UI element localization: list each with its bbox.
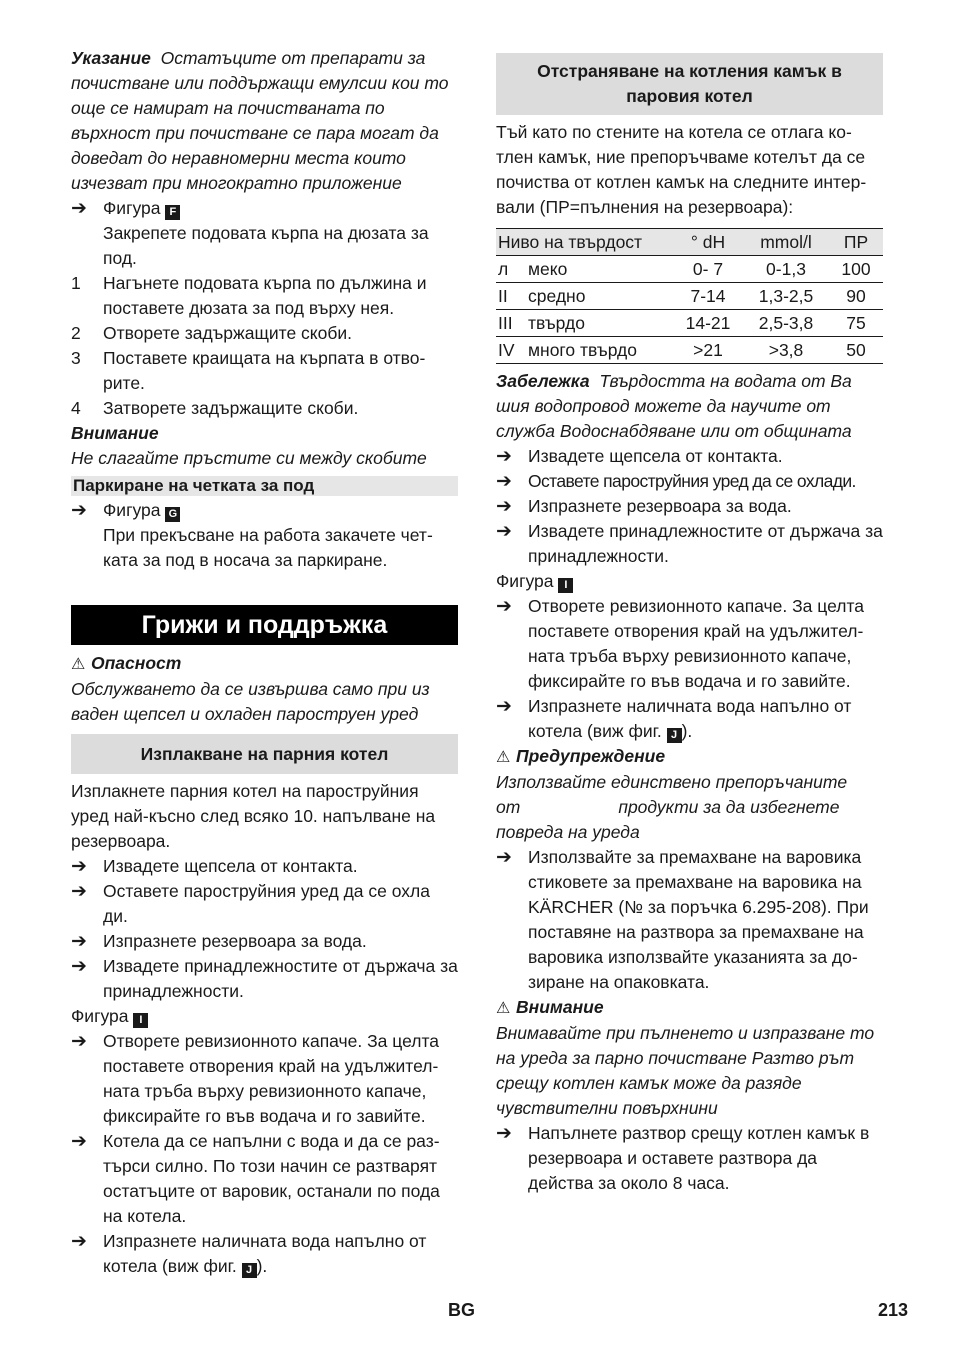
table-header-cell: Ниво на твърдост — [496, 229, 673, 256]
warning-label: Предупреждение — [516, 746, 666, 766]
flush-step — [71, 929, 458, 954]
remark-paragraph — [496, 369, 883, 444]
table-cell: 50 — [829, 337, 883, 364]
figure-label: Фигура — [103, 198, 161, 218]
descale-step — [496, 1121, 883, 1196]
table-cell: IV — [496, 337, 528, 364]
empty-text: Изпразнете наличната вода напълно от котела (виж фиг. — [528, 696, 852, 741]
arrow-icon: ➔ — [496, 1123, 512, 1144]
figure-label: Фигура — [71, 1006, 129, 1026]
caution-label: Внимание — [516, 997, 604, 1017]
arrow-icon: ➔ — [71, 956, 87, 977]
descale-step — [496, 594, 883, 694]
table-cell: 14-21 — [673, 310, 743, 337]
warning-text-line — [496, 795, 883, 820]
table-row — [496, 256, 883, 283]
table-cell: 1,3-2,5 — [743, 283, 829, 310]
table-cell: 90 — [829, 283, 883, 310]
table-cell: 0- 7 — [673, 256, 743, 283]
warning-triangle-icon: ⚠ — [496, 749, 511, 766]
arrow-icon: ➔ — [496, 847, 512, 868]
step-number: 3 — [71, 348, 81, 368]
parking-step — [71, 523, 458, 573]
arrow-icon: ➔ — [71, 1031, 87, 1052]
descale-step — [496, 845, 883, 995]
fix-step — [71, 221, 458, 271]
table-header-cell: ° dH — [673, 229, 743, 256]
empty-text-end: ). — [256, 1256, 268, 1276]
table-cell: 0-1,3 — [743, 256, 829, 283]
figure-label: Фигура — [103, 500, 161, 520]
danger-block — [71, 651, 458, 677]
figure-ref-g — [71, 498, 458, 523]
table-cell: 100 — [829, 256, 883, 283]
open-text: Отворете ревизионното капаче. За целта поставете отворения край на удължител- ната тръба върху ревизионното капаче, фиксирайте го във водача и го завийте. — [528, 596, 864, 691]
figure-j-icon: J — [667, 728, 682, 743]
flush-intro: Изплакнете парния котел на пароструйния уред най-късно след всяко 10. напълване на резервоара. — [71, 781, 436, 851]
danger-label: Опасност — [91, 653, 182, 673]
fix-step-text: Закрепете подовата кърпа на дюзата за под. — [103, 223, 429, 268]
empty-text: Изпразнете наличната вода напълно от котела (виж фиг. — [103, 1231, 427, 1276]
right-column — [496, 45, 883, 1196]
arrow-icon: ➔ — [71, 881, 87, 902]
warning-text-line: Използвайте единствено препоръчаните — [496, 772, 848, 792]
descale-step-text: Извадете принадлежностите от държача за принадлежности. — [528, 521, 883, 566]
figure-i-icon: I — [558, 578, 573, 593]
descale-step — [496, 469, 883, 494]
arrow-icon: ➔ — [496, 596, 512, 617]
warning-triangle-icon: ⚠ — [71, 656, 86, 673]
arrow-icon: ➔ — [496, 471, 512, 492]
descale-subheading: Отстраняване на котления камък в паровия котел — [496, 53, 883, 115]
descale-step — [496, 519, 883, 569]
arrow-icon: ➔ — [496, 696, 512, 717]
step-number: 4 — [71, 398, 81, 418]
parking-text: При прекъсване на работа закачете чет- ката за под в носача за паркиране. — [103, 525, 433, 570]
table-cell: II — [496, 283, 528, 310]
flush-step — [71, 954, 458, 1004]
step-number: 1 — [71, 273, 81, 293]
table-header-cell: ПР — [829, 229, 883, 256]
descale-intro: Тъй като по стените на котела се отлага ко- тлен камък, ние препоръчваме котелът да се почиства от котлен камък на следните интер- вали (ПР=пълнения на резервоара): — [496, 122, 867, 217]
warning-text-line: повреда на уреда — [496, 822, 640, 842]
step-text: Нагънете подовата кърпа по дължина и поставете дюзата за под върху нея. — [103, 273, 427, 318]
descale-step — [496, 494, 883, 519]
flush-step — [71, 854, 458, 879]
descale-step — [496, 444, 883, 469]
table-cell: меко — [528, 256, 673, 283]
flush-step-text: Отворете ревизионното капаче. За целта поставете отворения край на удължител- ната тръба върху ревизионното капаче, фиксирайте го във водача и го завийте. — [103, 1031, 439, 1126]
arrow-icon: ➔ — [71, 500, 87, 521]
table-cell: >3,8 — [743, 337, 829, 364]
table-header-cell: mmol/l — [743, 229, 829, 256]
table-cell: 7-14 — [673, 283, 743, 310]
table-cell: много твърдо — [528, 337, 673, 364]
flush-step — [71, 1129, 458, 1229]
table-cell: >21 — [673, 337, 743, 364]
arrow-icon: ➔ — [71, 198, 87, 219]
note-label: Указание — [71, 48, 151, 68]
table-row — [496, 337, 883, 364]
arrow-icon: ➔ — [71, 856, 87, 877]
hardness-table — [496, 228, 883, 364]
descale-step — [496, 694, 883, 744]
table-cell: 2,5-3,8 — [743, 310, 829, 337]
descale-step-text: Извадете щепсела от контакта. — [528, 446, 783, 466]
empty-text-end: ). — [681, 721, 693, 741]
caution-heading — [496, 995, 883, 1021]
danger-text: Обслужването да се извършва само при из ваден щепсел и охладен пароструен уред — [71, 679, 430, 724]
use-text: Използвайте за премахване на варовика стиковете за премахване на варовика на KÄRCHER (№ за поръчка 6.295-208). При поставяне на разтвора за премахване на варовика използвайте указанията за до- зиране на опаковката. — [528, 847, 869, 992]
step-number: 2 — [71, 323, 81, 343]
table-cell: III — [496, 310, 528, 337]
left-column — [71, 45, 458, 1279]
figure-ref-i — [71, 1004, 458, 1029]
fill-text: Напълнете разтвор срещу котлен камък в резервоара и оставете разтвора да действа за около 8 часа. — [528, 1123, 870, 1193]
step-text: Отворете задържащите скоби. — [103, 323, 353, 343]
caution-text: Внимавайте при пълненето и изпразване то на уреда за парно почистване Разтво рът срещу котлен камък може да разяде чувствителни повърхнини — [496, 1023, 875, 1118]
note-text: Остатъците от препарати за почистване или поддържащи емулсии кои то още се намират на почистваната по върхност при почистване се пара могат да доведат до неравномерни места които изчезват при многократно приложение — [71, 48, 449, 193]
figure-g-icon: G — [165, 507, 180, 522]
section-heading: Грижи и поддръжка — [71, 605, 458, 645]
step-text: Затворете задържащите скоби. — [103, 398, 359, 418]
figure-i-icon: I — [133, 1013, 148, 1028]
flush-step-text: Оставете пароструйния уред да се охла ди. — [103, 881, 430, 926]
figure-ref-f — [71, 196, 458, 221]
descale-step-text: Оставете пароструйния уред да се охлади. — [528, 471, 856, 491]
flush-step-text: Изпразнете резервоара за вода. — [103, 931, 367, 951]
figure-ref-i — [496, 569, 883, 594]
table-cell: средно — [528, 283, 673, 310]
table-cell: твърдо — [528, 310, 673, 337]
flush-step-text: Котела да се напълни с вода и да се раз- търси силно. По този начин се разтварят остатъците от варовик, останали по пода на котела. — [103, 1131, 440, 1226]
flush-step-text: Извадете щепсела от контакта. — [103, 856, 358, 876]
numbered-step — [71, 346, 458, 396]
flush-step — [71, 1029, 458, 1129]
table-header-row — [496, 229, 883, 256]
table-row — [496, 310, 883, 337]
table-cell: 75 — [829, 310, 883, 337]
flush-step — [71, 1229, 458, 1279]
numbered-step — [71, 271, 458, 321]
flush-step — [71, 879, 458, 929]
arrow-icon: ➔ — [71, 1131, 87, 1152]
step-text: Поставете краищата на кърпата в отво- рите. — [103, 348, 426, 393]
warning-heading — [496, 744, 883, 770]
numbered-step — [71, 321, 458, 346]
arrow-icon: ➔ — [496, 521, 512, 542]
flush-step-text: Извадете принадлежностите от държача за принадлежности. — [103, 956, 458, 1001]
flush-subheading: Изплакване на парния котел — [71, 734, 458, 774]
caution-text: Не слагайте пръстите си между скобите — [71, 448, 427, 468]
note-paragraph — [71, 46, 458, 196]
table-cell: л — [496, 256, 528, 283]
remark-text: Твърдостта на водата от Ва шия водопровод можете да научите от служба Водоснабдяване или от общината — [496, 371, 852, 441]
figure-label: Фигура — [496, 571, 554, 591]
arrow-icon: ➔ — [71, 1231, 87, 1252]
page-number: 213 — [878, 1300, 909, 1320]
remark-label: Забележка — [496, 371, 590, 391]
warning-triangle-icon: ⚠ — [496, 1000, 511, 1017]
numbered-step — [71, 396, 458, 421]
table-row — [496, 283, 883, 310]
footer-language: BG — [448, 1300, 475, 1320]
arrow-icon: ➔ — [496, 496, 512, 517]
arrow-icon: ➔ — [71, 931, 87, 952]
descale-step-text: Изпразнете резервоара за вода. — [528, 496, 792, 516]
arrow-icon: ➔ — [496, 446, 512, 467]
figure-j-icon: J — [242, 1263, 257, 1278]
parking-subheading: Паркиране на четката за под — [71, 476, 458, 496]
figure-f-icon: F — [165, 205, 180, 220]
caution-label: Внимание — [71, 423, 159, 443]
warning-text-part: продукти за да избегнете — [618, 797, 840, 817]
warning-text-part: от — [496, 797, 521, 817]
